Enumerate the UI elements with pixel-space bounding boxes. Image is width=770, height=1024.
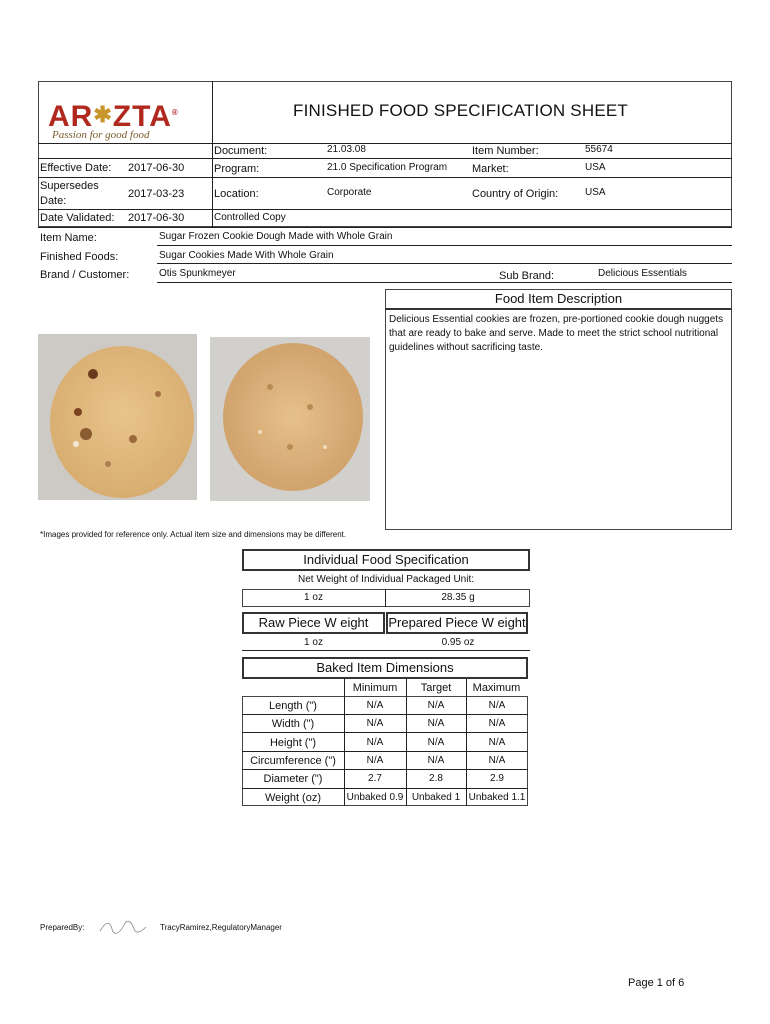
date-validated-label: Date Validated: <box>40 212 115 224</box>
document-label: Document: <box>214 145 268 157</box>
dim-row-label: Width (") <box>271 718 315 730</box>
country-origin-label: Country of Origin: <box>472 188 559 200</box>
net-weight-label: Net Weight of Individual Packaged Unit: <box>297 574 475 585</box>
effective-date-label: Effective Date: <box>40 162 112 174</box>
item-number-value: 55674 <box>585 144 613 155</box>
supersedes-label-2: Date: <box>40 195 67 207</box>
effective-date-value: 2017-06-30 <box>128 162 185 174</box>
dim-cell-max: 2.9 <box>490 773 504 784</box>
raw-cookie-image <box>38 334 197 500</box>
dim-cell-min: 2.7 <box>368 773 382 784</box>
description-line-1: Delicious Essential cookies are frozen, pre-portioned cookie dough nuggets <box>389 314 724 325</box>
item-name-label: Item Name: <box>40 232 97 244</box>
dim-cell-min: N/A <box>366 718 384 729</box>
company-logo: AR✱ZTA® Passion for good food <box>48 100 179 141</box>
program-label: Program: <box>214 163 260 175</box>
net-weight-oz: 1 oz <box>304 592 323 603</box>
controlled-copy: Controlled Copy <box>214 212 286 223</box>
images-note: *Images provided for reference only. Actual item size and dimensions may be different. <box>40 530 347 539</box>
sub-brand-value: Delicious Essentials <box>598 268 687 279</box>
dim-cell-target: N/A <box>427 737 445 748</box>
dim-cell-max: Unbaked 1.1 <box>468 792 526 803</box>
dim-cell-max: N/A <box>488 737 506 748</box>
supersedes-value: 2017-03-23 <box>128 188 185 200</box>
brand-customer-label: Brand / Customer: <box>40 269 130 281</box>
description-line-3: guidelines without sacrificing taste. <box>389 342 543 353</box>
dim-cell-min: N/A <box>366 737 384 748</box>
dim-cell-max: N/A <box>488 700 506 711</box>
location-label: Location: <box>214 188 259 200</box>
prepared-by-label: PreparedBy: <box>40 923 85 932</box>
dim-cell-max: N/A <box>488 755 506 766</box>
net-weight-g: 28.35 g <box>441 592 475 603</box>
description-title: Food Item Description <box>385 290 732 310</box>
description-box <box>385 289 732 530</box>
finished-foods-value: Sugar Cookies Made With Whole Grain <box>159 250 334 261</box>
country-origin-value: USA <box>585 187 606 198</box>
dim-cell-min: Unbaked 0.9 <box>346 792 404 803</box>
dim-header-maximum: Maximum <box>472 682 521 694</box>
prepared-piece-weight-label: Prepared Piece W eight <box>386 612 528 634</box>
prepared-piece-weight-value: 0.95 oz <box>441 637 475 648</box>
dim-cell-target: N/A <box>427 718 445 729</box>
market-value: USA <box>585 162 606 173</box>
dim-cell-target: Unbaked 1 <box>411 792 461 803</box>
dim-row-label: Length (") <box>269 700 317 712</box>
program-value: 21.0 Specification Program <box>327 162 448 173</box>
document-value: 21.03.08 <box>327 144 366 155</box>
raw-piece-weight-value: 1 oz <box>304 637 323 648</box>
item-name-value: Sugar Frozen Cookie Dough Made with Whole Grain <box>159 231 393 242</box>
location-value: Corporate <box>327 187 372 198</box>
dim-cell-min: N/A <box>366 700 384 711</box>
dim-row-label: Circumference (") <box>250 755 336 767</box>
dim-header-minimum: Minimum <box>352 682 398 694</box>
dim-cell-target: N/A <box>427 755 445 766</box>
sub-brand-label: Sub Brand: <box>499 270 555 282</box>
individual-spec-title: Individual Food Specification <box>242 549 530 571</box>
dimensions-title: Baked Item Dimensions <box>242 657 528 679</box>
signature <box>98 917 148 937</box>
supersedes-label: Supersedes <box>40 180 99 192</box>
baked-cookie-image <box>210 337 370 501</box>
raw-piece-weight-label: Raw Piece W eight <box>242 612 385 634</box>
dim-cell-max: N/A <box>488 718 506 729</box>
dim-row-label: Diameter (") <box>263 773 323 785</box>
dim-header-target: Target <box>420 682 452 694</box>
prepared-by-value: TracyRamirez,RegulatoryManager <box>160 923 282 932</box>
page-title: FINISHED FOOD SPECIFICATION SHEET <box>293 101 628 120</box>
description-line-2: that are ready to bake and serve. Made to meet the strict school nutritional <box>389 328 719 339</box>
brand-customer-value: Otis Spunkmeyer <box>159 268 236 279</box>
date-validated-value: 2017-06-30 <box>128 212 185 224</box>
market-label: Market: <box>472 163 509 175</box>
page-number: Page 1 of 6 <box>628 977 685 989</box>
finished-foods-label: Finished Foods: <box>40 251 119 263</box>
item-number-label: Item Number: <box>472 145 539 157</box>
dim-row-label: Height (") <box>269 737 317 749</box>
dim-cell-target: N/A <box>427 700 445 711</box>
logo-tagline: Passion for good food <box>52 129 150 141</box>
dim-cell-min: N/A <box>366 755 384 766</box>
dim-cell-target: 2.8 <box>429 773 443 784</box>
dim-row-label: Weight (oz) <box>264 792 322 804</box>
